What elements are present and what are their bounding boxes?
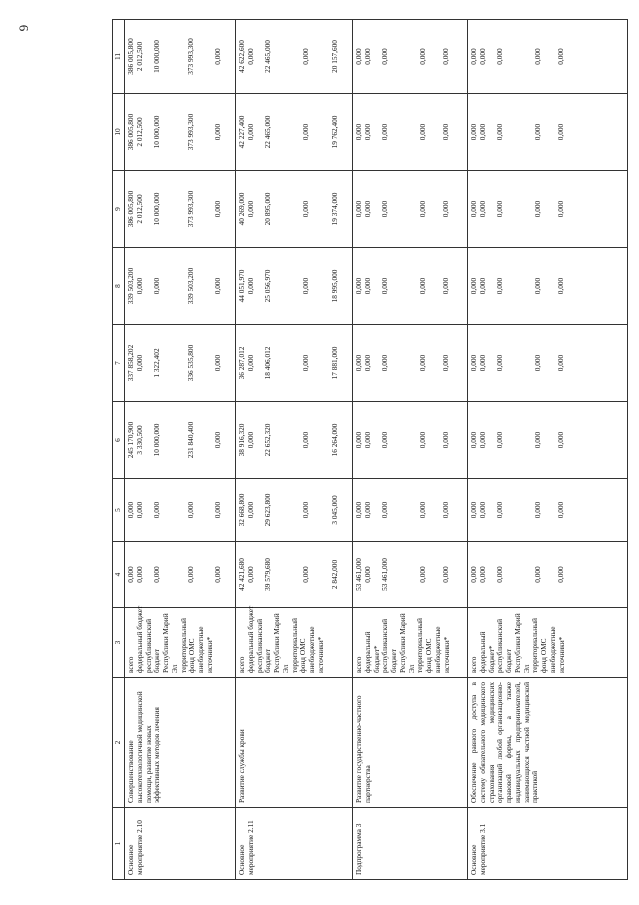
value: 0,000 — [494, 501, 504, 519]
value: 386 005,800 — [126, 38, 135, 75]
source-label: федеральный бюджет — [245, 605, 255, 673]
funding-table — [112, 19, 628, 880]
table-row — [468, 20, 628, 880]
value: 0,000 — [494, 431, 504, 449]
value-cell — [468, 402, 628, 479]
value: 0,000 — [556, 566, 565, 583]
value: 17 881,000 — [330, 346, 339, 380]
value-cell — [468, 248, 628, 325]
value: 0,000 — [186, 501, 196, 519]
source-label: территориальный фонд ОМС — [530, 618, 548, 673]
value-cell — [236, 20, 353, 94]
value: 0,000 — [533, 277, 543, 295]
value: 0,000 — [556, 277, 565, 295]
value: 0,000 — [186, 566, 196, 583]
value: 0,000 — [441, 277, 450, 295]
source-label: всего — [469, 656, 478, 673]
value: 20 895,000 — [262, 192, 272, 226]
value: 42 227,400 — [237, 115, 246, 149]
value-cell — [125, 94, 236, 171]
value: 0,000 — [533, 501, 543, 519]
value: 0,000 — [362, 501, 372, 519]
value: 0,000 — [441, 200, 450, 218]
value: 10 000,000 — [151, 423, 161, 457]
col-header: 1 — [113, 808, 125, 880]
value-cell — [236, 171, 353, 248]
value: 0,000 — [379, 200, 389, 218]
source-label: всего — [126, 656, 135, 673]
value: 0,000 — [213, 501, 222, 519]
value: 40 269,000 — [237, 192, 246, 226]
value: 339 503,200 — [186, 267, 196, 305]
value: 0,000 — [494, 566, 504, 583]
value: 0,000 — [469, 123, 478, 141]
value: 10 000,000 — [151, 115, 161, 149]
col-header: 2 — [113, 678, 125, 808]
value: 44 051,970 — [237, 269, 246, 303]
value-cell — [468, 171, 628, 248]
value-cell — [353, 479, 468, 542]
value: 0,000 — [213, 123, 222, 141]
value-cell — [353, 171, 468, 248]
funding-sources — [353, 608, 468, 678]
value: 22 465,000 — [262, 115, 272, 149]
value: 0,000 — [477, 200, 487, 218]
value: 0,000 — [418, 277, 428, 295]
row-code: Основное мероприятие 2.11 — [236, 808, 353, 880]
source-label: всего — [237, 656, 246, 673]
value: 22 465,000 — [262, 40, 272, 73]
value: 39 579,680 — [262, 558, 272, 591]
value: 42 622,600 — [237, 40, 246, 73]
source-label: территориальный фонд ОМС — [289, 618, 308, 673]
source-label: внебюджетные источники* — [547, 626, 566, 673]
value: 0,000 — [441, 354, 450, 372]
value: 0,000 — [354, 431, 363, 449]
value: 0,000 — [494, 48, 504, 65]
value-cell — [236, 542, 353, 608]
value: 38 916,320 — [237, 423, 246, 457]
value-cell — [353, 94, 468, 171]
value: 337 858,202 — [126, 344, 135, 382]
value-cell — [353, 20, 468, 94]
col-header: 9 — [113, 171, 125, 248]
value: 0,000 — [379, 48, 389, 65]
value: 0,000 — [533, 431, 543, 449]
value: 0,000 — [134, 501, 144, 519]
value: 0,000 — [379, 123, 389, 141]
page-number: 6 — [16, 24, 32, 32]
value: 0,000 — [469, 431, 478, 449]
value: 0,000 — [494, 200, 504, 218]
value: 386 005,800 — [126, 190, 135, 228]
value: 373 993,300 — [186, 38, 196, 75]
value: 0,000 — [245, 48, 255, 65]
row-code: Основное мероприятие 3.1 — [468, 808, 628, 880]
value: 2 012,500 — [134, 194, 144, 224]
value: 0,000 — [441, 123, 450, 141]
value: 0,000 — [354, 48, 363, 65]
value: 0,000 — [533, 566, 543, 583]
row-name: Совершенствование высокотехнологичной медицинской помощи, развитие новых эффективных методов лечения — [125, 678, 236, 808]
value: 0,000 — [418, 123, 428, 141]
source-label: федеральный бюджет* — [477, 631, 496, 673]
value: 0,000 — [362, 48, 372, 65]
value: 0,000 — [469, 566, 478, 583]
value: 42 421,680 — [237, 558, 246, 591]
value: 0,000 — [245, 501, 255, 519]
value: 0,000 — [494, 123, 504, 141]
row-name: Обеспечение равного доступа в систему обязательного медицинского страхования медицинских организаций любой организационно-правовой формы, а также индивидуальных предпринимателей, занимающихся частной медицинской практикой — [468, 678, 628, 808]
value: 0,000 — [134, 566, 144, 583]
source-label: внебюджетные источники* — [307, 626, 325, 673]
value: 0,000 — [362, 123, 372, 141]
value: 0,000 — [151, 566, 161, 583]
value: 0,000 — [477, 48, 487, 65]
value-cell — [125, 20, 236, 94]
value: 336 535,800 — [186, 344, 196, 382]
col-header: 7 — [113, 325, 125, 402]
value-cell — [353, 325, 468, 402]
value-cell — [236, 402, 353, 479]
value-cell — [468, 94, 628, 171]
value-cell — [236, 94, 353, 171]
value: 0,000 — [477, 431, 487, 449]
value: 0,000 — [418, 200, 428, 218]
value: 0,000 — [354, 501, 363, 519]
value: 0,000 — [245, 200, 255, 218]
table-row — [353, 20, 468, 880]
value: 0,000 — [494, 277, 504, 295]
value: 0,000 — [213, 200, 222, 218]
value: 0,000 — [379, 277, 389, 295]
source-label: республиканский бюджет Республики Марий Эл — [143, 613, 179, 673]
value: 0,000 — [477, 277, 487, 295]
value: 22 652,320 — [262, 423, 272, 457]
source-label: республиканский бюджет Республики Марий Эл — [380, 613, 416, 673]
value: 0,000 — [245, 354, 255, 372]
col-header: 8 — [113, 248, 125, 325]
value: 0,000 — [301, 431, 311, 449]
value: 3 330,500 — [134, 425, 144, 455]
value: 0,000 — [469, 501, 478, 519]
value: 0,000 — [245, 566, 255, 583]
value: 0,000 — [379, 431, 389, 449]
value: 0,000 — [533, 200, 543, 218]
value: 0,000 — [213, 431, 222, 449]
value: 10 000,000 — [151, 40, 161, 73]
table-row — [125, 20, 236, 880]
value: 0,000 — [469, 200, 478, 218]
value: 0,000 — [556, 200, 565, 218]
value: 0,000 — [126, 501, 135, 519]
value: 32 668,800 — [237, 493, 246, 527]
value-cell — [468, 20, 628, 94]
value: 0,000 — [301, 123, 311, 141]
source-label: республиканский бюджет Республики Марий Эл — [495, 613, 531, 673]
value: 339 503,200 — [126, 267, 135, 305]
value: 0,000 — [556, 123, 565, 141]
value-cell — [468, 479, 628, 542]
source-label: территориальный фонд ОМС — [415, 618, 433, 673]
funding-sources — [125, 605, 236, 678]
header-row — [113, 20, 125, 880]
value: 0,000 — [441, 501, 450, 519]
value: 0,000 — [213, 277, 222, 295]
rotated-page — [112, 20, 627, 880]
value: 0,000 — [126, 566, 135, 583]
value: 0,000 — [441, 431, 450, 449]
value: 0,000 — [151, 501, 161, 519]
value: 0,000 — [301, 566, 311, 583]
value: 0,000 — [379, 501, 389, 519]
source-label: федеральный бюджет — [134, 605, 144, 673]
value: 0,000 — [533, 354, 543, 372]
value: 0,000 — [469, 354, 478, 372]
value-cell — [125, 325, 236, 402]
value-cell — [468, 542, 628, 608]
funding-sources — [468, 608, 628, 678]
value: 0,000 — [418, 431, 428, 449]
value: 0,000 — [477, 123, 487, 141]
value: 0,000 — [477, 354, 487, 372]
value: 0,000 — [362, 200, 372, 218]
source-label: республиканский бюджет Республики Марий Эл — [254, 613, 290, 673]
value: 18 406,012 — [262, 346, 272, 380]
source-label: внебюджетные источники* — [432, 626, 451, 673]
value: 0,000 — [469, 277, 478, 295]
value: 1 322,402 — [151, 348, 161, 378]
value: 0,000 — [354, 277, 363, 295]
value: 0,000 — [245, 431, 255, 449]
value: 231 840,400 — [186, 421, 196, 459]
col-header: 5 — [113, 479, 125, 542]
value: 0,000 — [213, 354, 222, 372]
value: 0,000 — [556, 354, 565, 372]
value: 373 993,300 — [186, 190, 196, 228]
source-label: территориальный фонд ОМС — [178, 618, 197, 673]
value: 53 461,000 — [379, 558, 389, 591]
value: 0,000 — [362, 431, 372, 449]
value-cell — [125, 402, 236, 479]
value: 0,000 — [362, 566, 372, 583]
col-header: 11 — [113, 20, 125, 94]
value: 19 374,000 — [330, 192, 339, 226]
value: 0,000 — [213, 48, 222, 65]
value-cell — [353, 542, 468, 608]
source-label: внебюджетные источники* — [196, 626, 214, 673]
value: 0,000 — [301, 277, 311, 295]
value: 0,000 — [301, 48, 311, 65]
value: 0,000 — [441, 566, 450, 583]
row-code: Подпрограмма 3 — [353, 808, 468, 880]
row-name: Развитие службы крови — [236, 678, 353, 808]
value: 0,000 — [151, 277, 161, 295]
source-label: федеральный бюджет* — [362, 631, 381, 673]
value: 2 012,500 — [134, 41, 144, 72]
value: 0,000 — [134, 277, 144, 295]
value-cell — [353, 248, 468, 325]
value-cell — [468, 325, 628, 402]
value: 20 157,600 — [330, 40, 339, 73]
value: 0,000 — [533, 48, 543, 65]
value: 0,000 — [379, 354, 389, 372]
table-row — [236, 20, 353, 880]
value-cell — [125, 542, 236, 608]
value: 36 287,012 — [237, 346, 246, 380]
value: 0,000 — [301, 200, 311, 218]
value: 2 842,000 — [330, 559, 339, 590]
value-cell — [125, 171, 236, 248]
value: 0,000 — [354, 354, 363, 372]
value: 25 056,970 — [262, 269, 272, 303]
col-header: 4 — [113, 542, 125, 608]
col-header: 6 — [113, 402, 125, 479]
value: 3 045,000 — [330, 495, 339, 525]
value-cell — [236, 325, 353, 402]
value: 0,000 — [245, 277, 255, 295]
value: 0,000 — [418, 48, 428, 65]
value: 0,000 — [301, 354, 311, 372]
value: 0,000 — [134, 354, 144, 372]
value: 18 995,000 — [330, 269, 339, 303]
row-code: Основное мероприятие 2.10 — [125, 808, 236, 880]
value: 0,000 — [354, 200, 363, 218]
value: 373 993,300 — [186, 113, 196, 151]
value-cell — [236, 479, 353, 542]
col-header: 3 — [113, 608, 125, 678]
value: 0,000 — [418, 501, 428, 519]
value: 29 623,800 — [262, 493, 272, 527]
value: 53 461,000 — [354, 558, 363, 591]
value: 386 005,800 — [126, 113, 135, 151]
value: 0,000 — [213, 566, 222, 583]
value: 0,000 — [556, 48, 565, 65]
value: 0,000 — [418, 354, 428, 372]
value: 0,000 — [301, 501, 311, 519]
value-cell — [125, 248, 236, 325]
col-header: 10 — [113, 94, 125, 171]
value: 2 012,500 — [134, 117, 144, 147]
value: 0,000 — [556, 431, 565, 449]
value: 0,000 — [418, 566, 428, 583]
value: 0,000 — [533, 123, 543, 141]
value: 245 170,900 — [126, 421, 135, 459]
value: 0,000 — [477, 501, 487, 519]
value: 19 762,400 — [330, 115, 339, 149]
value: 0,000 — [477, 566, 487, 583]
value-cell — [125, 479, 236, 542]
value: 0,000 — [494, 354, 504, 372]
value: 10 000,000 — [151, 192, 161, 226]
value-cell — [353, 402, 468, 479]
value: 0,000 — [469, 48, 478, 65]
value-cell — [236, 248, 353, 325]
value: 0,000 — [362, 354, 372, 372]
value: 0,000 — [245, 123, 255, 141]
funding-sources — [236, 605, 353, 678]
value: 0,000 — [354, 123, 363, 141]
value: 0,000 — [362, 277, 372, 295]
source-label: всего — [354, 656, 363, 673]
value: 16 264,000 — [330, 423, 339, 457]
value: 0,000 — [556, 501, 565, 519]
value: 0,000 — [441, 48, 450, 65]
row-name: Развитие государственно-частного партнерства — [353, 678, 468, 808]
